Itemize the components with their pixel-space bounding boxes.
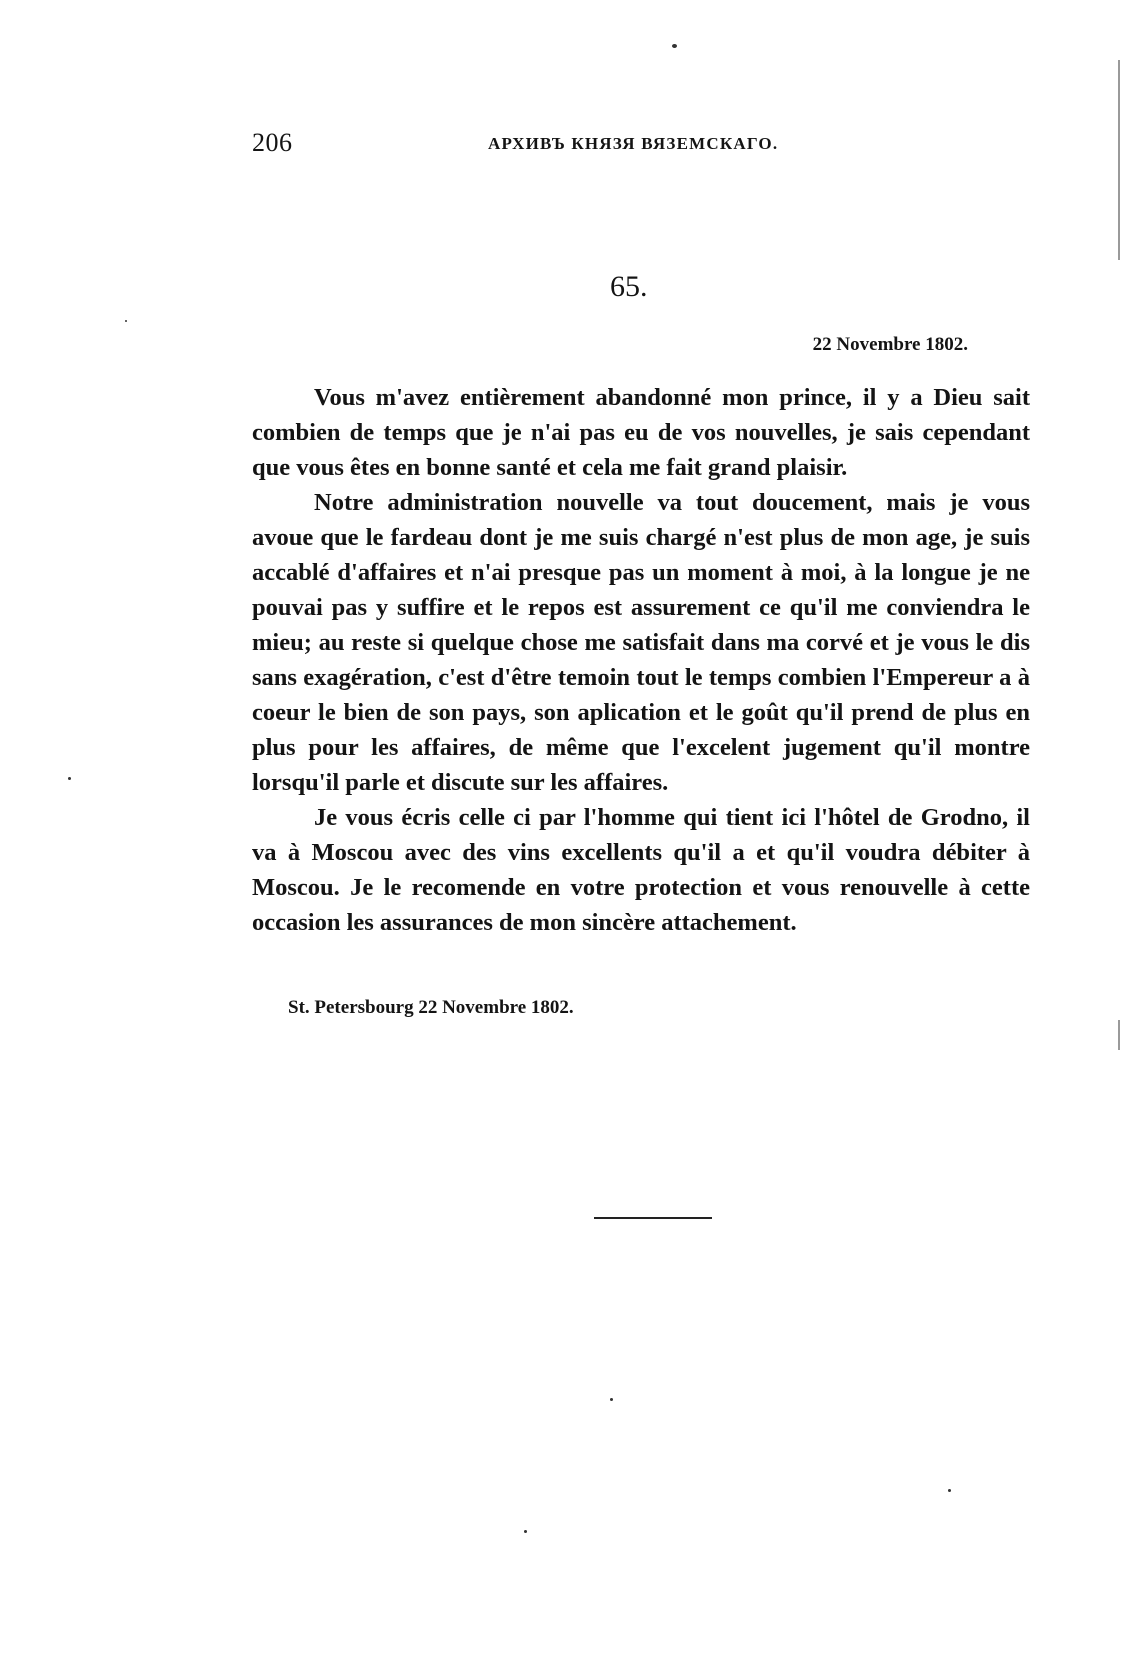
running-title: АРХИВЪ КНЯЗЯ ВЯЗЕМСКАГО. (488, 134, 779, 153)
running-head (252, 128, 1032, 162)
scan-speck (610, 1398, 613, 1401)
scan-speck (524, 1530, 527, 1533)
letter-body (252, 380, 1030, 940)
end-rule (594, 1217, 712, 1219)
scan-speck (125, 320, 127, 322)
scan-speck (672, 44, 677, 48)
paragraph-2: Notre administration nouvelle va tout doucement, mais je vous avoue que le fardeau dont je me suis chargé n'est plus de mon age, je suis accablé d'affaires et n'ai presque pas un moment à moi, à la longue je ne pouvai pas y suffire et le repos est assurement ce qu'il me conviendra le mieu; au reste si quelque chose me satisfait dans ma corvé et je vous le dis sans exagération, c'est d'être temoin tout le temps combien l'Empereur a à coeur le bien de son pays, son aplication et le goût qu'il prend de plus en plus pour les affaires, de même que l'excelent jugement qu'il montre lorsqu'il parle et discute sur les affaires. (252, 489, 1030, 796)
paragraph-1: Vous m'avez entièrement abandonné mon prince, il y a Dieu sait combien de temps que je n'ai pas eu de vos nouvelles, je sais cependant que vous êtes en bonne santé et cela me fait grand plaisir. (252, 384, 1030, 481)
scan-speck (68, 777, 71, 780)
letter-signoff: St. Petersbourg 22 Novembre 1802. (288, 997, 574, 1018)
scan-edge-line (1118, 60, 1120, 260)
scan-edge-line (1118, 1020, 1120, 1050)
page-number: 206 (252, 128, 293, 157)
scan-speck (948, 1489, 951, 1492)
letter-date: 22 Novembre 1802. (812, 334, 968, 355)
paragraph-3: Je vous écris celle ci par l'homme qui tient ici l'hôtel de Grodno, il va à Moscou avec des vins excellents qu'il a et qu'il voudra débiter à Moscou. Je le recomende en votre protection et vous renouvelle à cette occasion les assurances de mon sincère attachement. (252, 804, 1030, 936)
letter-number: 65. (610, 270, 648, 303)
